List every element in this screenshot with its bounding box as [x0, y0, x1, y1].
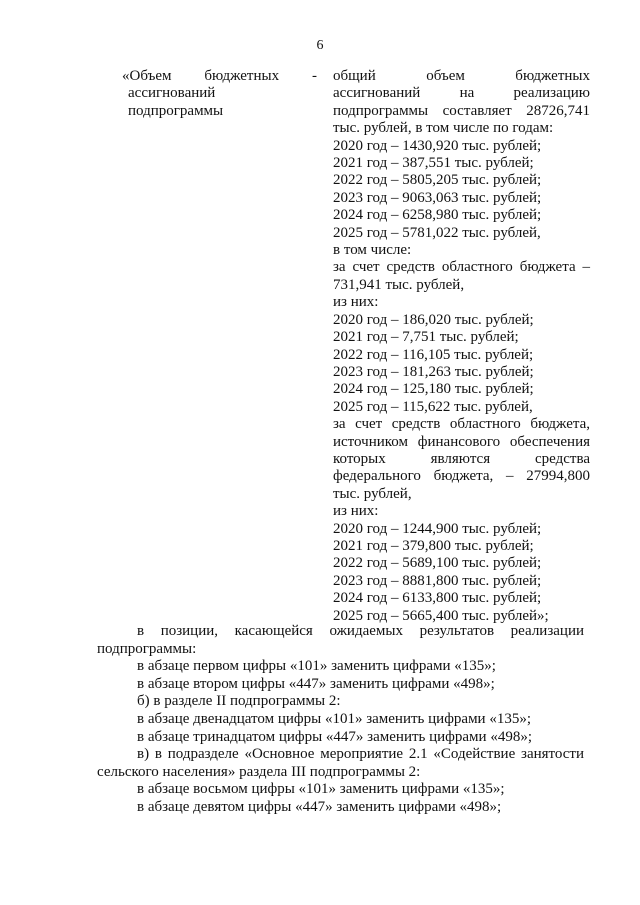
year-line: 2022 год – 5689,100 тыс. рублей;	[333, 555, 542, 572]
year-line: 2020 год – 1430,920 тыс. рублей;	[333, 137, 542, 154]
paragraph-line: в абзаце двенадцатом цифры «101» заменить цифрами «135»;	[137, 710, 532, 727]
year-line: 2021 год – 7,751 тыс. рублей;	[333, 329, 519, 346]
table-label-cell	[122, 68, 317, 120]
value-line: из них:	[333, 294, 379, 311]
value-line: за счет средств областного бюджета,	[333, 416, 590, 433]
paragraph-line: в абзаце девятом цифры «447» заменить цифрами «498»;	[137, 798, 502, 815]
value-line: 731,941 тыс. рублей,	[333, 276, 465, 293]
amendment-text	[97, 623, 584, 817]
label-line: подпрограммы	[128, 102, 224, 119]
year-line: 2023 год – 181,263 тыс. рублей;	[333, 363, 534, 380]
paragraph-line: в абзаце втором цифры «447» заменить цифрами «498»;	[137, 675, 495, 692]
year-line: 2025 год – 5665,400 тыс. рублей»;	[333, 607, 549, 624]
value-line: общий объем бюджетных	[333, 68, 590, 84]
year-line: 2020 год – 186,020 тыс. рублей;	[333, 311, 534, 328]
value-line: федерального бюджета, – 27994,800	[333, 468, 590, 485]
paragraph-line: в) в подразделе «Основное мероприятие 2.1 «Содействие занятости	[137, 746, 584, 763]
value-line: тыс. рублей, в том числе по годам:	[333, 120, 554, 137]
year-line: 2021 год – 387,551 тыс. рублей;	[333, 155, 534, 172]
year-line: 2023 год – 8881,800 тыс. рублей;	[333, 572, 542, 589]
year-line: 2023 год – 9063,063 тыс. рублей;	[333, 189, 542, 206]
value-line: тыс. рублей,	[333, 485, 412, 502]
paragraph-line: сельского населения» раздела III подпрограммы 2:	[97, 763, 421, 780]
label-line: «Объем бюджетных -	[122, 68, 317, 84]
value-line: за счет средств областного бюджета –	[333, 259, 590, 276]
paragraph-line: в позиции, касающейся ожидаемых результатов реализации	[137, 623, 584, 639]
paragraph-line: б) в разделе II подпрограммы 2:	[137, 693, 341, 710]
year-line: 2022 год – 116,105 тыс. рублей;	[333, 346, 534, 363]
page-number: 6	[316, 38, 324, 53]
label-line: ассигнований	[128, 85, 216, 102]
paragraph-line: в абзаце первом цифры «101» заменить цифрами «135»;	[137, 658, 496, 675]
paragraph-line: подпрограммы:	[97, 640, 197, 657]
year-line: 2021 год – 379,800 тыс. рублей;	[333, 537, 534, 554]
year-line: 2025 год – 115,622 тыс. рублей,	[333, 398, 533, 415]
paragraph-line: в абзаце восьмом цифры «101» заменить цифрами «135»;	[137, 781, 505, 798]
value-line: источником финансового обеспечения	[333, 433, 590, 450]
value-line: ассигнований на реализацию	[333, 85, 590, 102]
value-line: в том числе:	[333, 242, 412, 259]
year-line: 2024 год – 6258,980 тыс. рублей;	[333, 207, 542, 224]
value-line: которых являются средства	[333, 450, 590, 467]
year-line: 2025 год – 5781,022 тыс. рублей,	[333, 224, 541, 241]
value-line: из них:	[333, 503, 379, 520]
year-line: 2024 год – 6133,800 тыс. рублей;	[333, 590, 542, 607]
value-line: подпрограммы составляет 28726,741	[333, 102, 590, 119]
year-line: 2020 год – 1244,900 тыс. рублей;	[333, 520, 542, 537]
year-line: 2024 год – 125,180 тыс. рублей;	[333, 381, 534, 398]
table-value-cell	[333, 68, 590, 625]
year-line: 2022 год – 5805,205 тыс. рублей;	[333, 172, 542, 189]
paragraph-line: в абзаце тринадцатом цифры «447» заменить цифрами «498»;	[137, 728, 532, 745]
